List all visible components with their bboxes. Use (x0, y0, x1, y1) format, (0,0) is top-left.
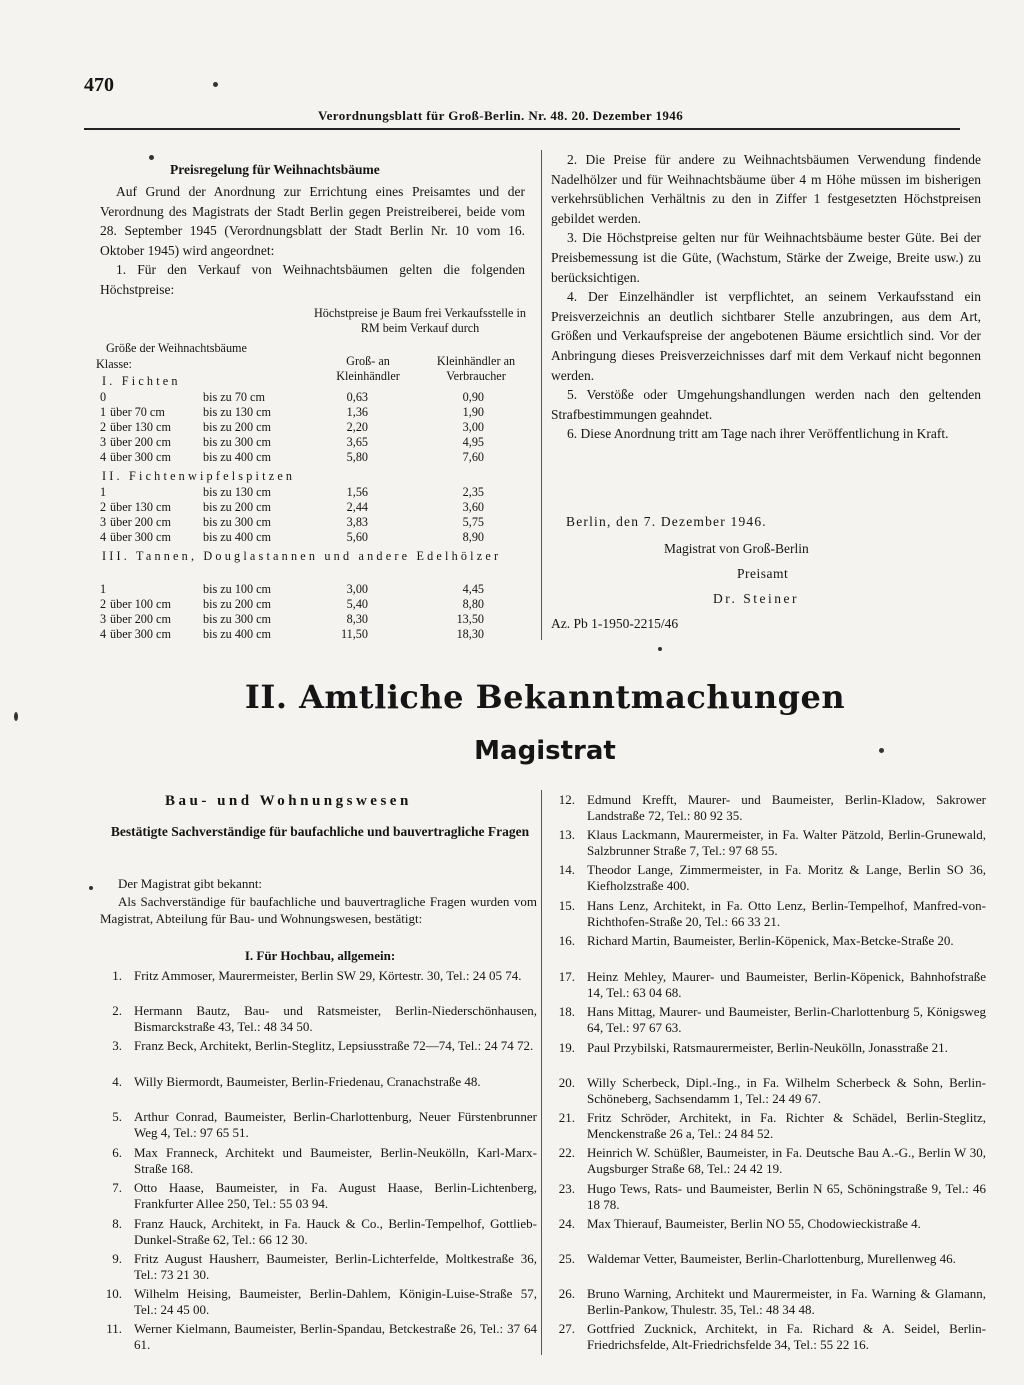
table-row: 1 bis zu 100 cm 3,00 4,45 (100, 582, 484, 596)
signature-line-2: Preisamt (737, 566, 789, 581)
category-heading: I. Für Hochbau, allgemein: (244, 948, 396, 963)
table-row: 3 über 200 cm bis zu 300 cm 8,30 13,50 (100, 612, 484, 626)
table-row: 0 bis zu 70 cm 0,63 0,90 (100, 390, 484, 404)
page-number: 470 (84, 74, 114, 96)
group-label-tannen: III. Tannen, Douglastannen und andere Edelhölzer (102, 549, 502, 563)
intro-paragraph: Auf Grund der Anordnung zur Errichtung eines Preisamtes und der Verordnung des Magistrats der Stadt Berlin gegen Preistreiberei, beide vom 28. September 1945 (Verordnungsblatt der Stadt Berlin Nr. 10 vom 16. Oktober 1945) wird angeordnet: (100, 184, 525, 258)
header-rule (84, 128, 960, 130)
bau-intro-1: Der Magistrat gibt bekannt: (118, 876, 263, 891)
group-label-wipfel: II. Fichtenwipfelspitzen (102, 469, 296, 483)
table-head-size: Größe der Weihnachtsbäume (106, 341, 247, 355)
table-head-class: Klasse: (96, 357, 132, 371)
expert-list-left: 1. Fritz Ammoser, Maurermeister, Berlin SW 29, Körtestr. 30, Tel.: 24 05 74. 2. Hermann Bautz, Bau- und Ratsmeister, Berlin-Niederschönhausen, Bismarckstraße 43, Tel.: 48 34 50. 3. Franz Beck, Architekt, Berlin-Steglitz, Lepsiusstraße 72—74, Tel.: 24 74 72. 4. Willy Biermordt, Baumeister, Berlin-Friedenau, Cranachstraße 48. 5. Arthur Conrad, Baumeister, Berlin-Charlottenburg, Neuer Fürstenbrunner Weg 4, Tel.: 97 65 51. 6. Max Franneck, Architekt und Baumeister, Berlin-Neukölln, Karl-Marx-Straße 168. 7. Otto Haase, Baumeister, in Fa. August Haase, Berlin-Lichtenberg, Frankfurter Allee 250, Tel.: 55 03 94. 8. Franz Hauck, Architekt, in Fa. Hauck & Co., Berlin-Tempelhof, Gottlieb-Dunkel-Straße 62, Tel.: 66 12 30. 9. Fritz August Hausherr, Baumeister, Berlin-Lichterfelde, Moltkestraße 36, Tel.: 73 21 30. 10. Wilhelm Heising, Baumeister, Berlin-Dahlem, Königin-Luise-Straße 57, Tel.: 24 45 00. 11. Werner Kielmann, Baumeister, Berlin-Spandau, Betckestraße 26, Tel.: 37 64 61. (105, 968, 537, 1353)
column-divider-upper (541, 150, 542, 640)
table-row: 3 über 200 cm bis zu 300 cm 3,83 5,75 (100, 515, 484, 529)
running-head: Verordnungsblatt für Groß-Berlin. Nr. 48. 20. Dezember 1946 (318, 108, 684, 123)
table-row: 2 über 100 cm bis zu 200 cm 5,40 8,80 (100, 597, 484, 611)
place-date: Berlin, den 7. Dezember 1946. (566, 514, 767, 529)
table-col-retail: Kleinhändler an Verbraucher (436, 354, 516, 383)
bau-intro-2: Als Sachverständige für baufachliche und bauvertragliche Fragen wurden vom Magistrat, Abteilung für Bau- und Wohnungswesen, bestätigt: (100, 893, 537, 927)
scan-speck (14, 712, 18, 721)
column-divider-lower (541, 790, 542, 1355)
signature-line-3: Dr. Steiner (713, 591, 799, 606)
item-2-paragraph: 2. Die Preise für andere zu Weihnachtsbäumen Verwendung findende Nadelhölzer und für Weihnachtsbäume über 4 m Höhe müssen im bisherigen verkehrsüblichen Verhältnis zu den in Ziffer 1 festgesetzten Höchstpreisen gebildet werden. (551, 152, 981, 226)
scan-speck (213, 82, 218, 87)
scan-speck (89, 886, 93, 890)
table-row: 4 über 300 cm bis zu 400 cm 11,50 18,30 (100, 627, 484, 641)
table-col-wholesale: Groß- an Kleinhändler (336, 354, 400, 383)
bau-subheading: Bestätigte Sachverständige für baufachliche und bauvertragliche Fragen (110, 824, 530, 839)
table-row: 1 bis zu 130 cm 1,56 2,35 (100, 485, 484, 499)
group-label-fichten: I. Fichten (102, 374, 181, 388)
bau-heading: Bau- und Wohnungswesen (165, 793, 412, 809)
table-row: 1 über 70 cm bis zu 130 cm 1,36 1,90 (100, 405, 484, 419)
price-regulation-title: Preisregelung für Weihnachtsbäume (170, 162, 380, 177)
item-1-paragraph: 1. Für den Verkauf von Weihnachtsbäumen gelten die folgenden Höchstpreise: (100, 262, 525, 297)
item-5-paragraph: 5. Verstöße oder Umgehungshandlungen werden nach den geltenden Strafbestimmungen geahndet. (551, 387, 981, 422)
reference-number: Az. Pb 1-1950-2215/46 (551, 616, 679, 631)
item-6-paragraph: 6. Diese Anordnung tritt am Tage nach ihrer Veröffentlichung in Kraft. (567, 426, 949, 442)
bau-intro-block (100, 875, 537, 928)
price-table (96, 306, 536, 646)
section-subtitle: Magistrat (474, 736, 616, 766)
price-regulation-items-right (551, 150, 981, 444)
section-title: II. Amtliche Bekanntmachungen (244, 678, 846, 716)
item-4-paragraph: 4. Der Einzelhändler ist verpflichtet, an seinem Verkaufsstand ein Preisverzeichnis an deutlich sichtbarer Stelle anzubringen, aus dem Art, Größen und Verkaufspreise der angebotenen Bäume ersichtlich sind. Vor der Anbringung dieses Preisverzeichnisses darf mit dem Verkauf nicht begonnen werden. (551, 289, 981, 383)
scan-speck (879, 748, 884, 753)
signature-line-1: Magistrat von Groß-Berlin (664, 541, 809, 556)
table-row: 4 über 300 cm bis zu 400 cm 5,80 7,60 (100, 450, 484, 464)
table-row: 3 über 200 cm bis zu 300 cm 3,65 4,95 (100, 435, 484, 449)
item-3-paragraph: 3. Die Höchstpreise gelten nur für Weihnachtsbäume bester Güte. Bei der Preisbemessung ist die Güte, (Wachstum, Stärke der Zweige, Breite usw.) zu berücksichtigen. (551, 230, 981, 285)
scan-speck (149, 155, 154, 160)
price-regulation-intro-block (100, 182, 525, 300)
table-row: 2 über 130 cm bis zu 200 cm 2,20 3,00 (100, 420, 484, 434)
scan-speck (658, 647, 662, 651)
expert-list-right: 12. Edmund Krefft, Maurer- und Baumeister, Berlin-Kladow, Sakrower Landstraße 72, Tel.: 80 92 35. 13. Klaus Lackmann, Maurermeister, in Fa. Walter Pätzold, Berlin-Grunewald, Salzbrunner Straße 7, Tel.: 97 68 55. 14. Theodor Lange, Zimmermeister, in Fa. Moritz & Lange, Berlin SO 36, Kiefholzstraße 400. 15. Hans Lenz, Architekt, in Fa. Otto Lenz, Berlin-Tempelhof, Manfred-von-Richthofen-Straße 20, Tel.: 66 33 21. 16. Richard Martin, Baumeister, Berlin-Köpenick, Max-Betcke-Straße 20. 17. Heinz Mehley, Maurer- und Baumeister, Berlin-Köpenick, Bahnhofstraße 14, Tel.: 63 04 68. 18. Hans Mittag, Maurer- und Baumeister, Berlin-Charlottenburg 5, Königsweg 64, Tel.: 97 67 63. 19. Paul Przybilski, Ratsmaurermeister, Berlin-Neukölln, Jonasstraße 21. 20. Willy Scherbeck, Dipl.-Ing., in Fa. Wilhelm Scherbeck & Sohn, Berlin-Schöneberg, Sachsendamm 1, Tel.: 24 49 67. 21. Fritz Schröder, Architekt, in Fa. Richter & Schädel, Berlin-Steglitz, Menckenstraße 26 a, Tel.: 24 84 52. 22. Heinrich W. Schüßler, Baumeister, in Fa. Deutsche Bau A.-G., Berlin W 30, Augsburger Straße 68, Tel.: 24 42 19. 23. Hugo Tews, Rats- und Baumeister, Berlin N 65, Schöningstraße 9, Tel.: 46 18 78. 24. Max Thierauf, Baumeister, Berlin NO 55, Chodowieckistraße 4. 25. Waldemar Vetter, Baumeister, Berlin-Charlottenburg, Murellenweg 46. 26. Bruno Warning, Architekt und Maurermeister, in Fa. Warning & Glamann, Berlin-Pankow, Thulestr. 35, Tel.: 48 34 48. 27. Gottfried Zucknick, Architekt, in Fa. Richard & A. Seidel, Berlin-Friedrichsfelde, Alt-Friedrichsfelde 34, Tel.: 55 22 16. (558, 792, 986, 1353)
table-head-main: Höchstpreise je Baum frei Verkaufsstelle in RM beim Verkauf durch (314, 306, 526, 335)
table-row: 2 über 130 cm bis zu 200 cm 2,44 3,60 (100, 500, 484, 514)
table-row: 4 über 300 cm bis zu 400 cm 5,60 8,90 (100, 530, 484, 544)
